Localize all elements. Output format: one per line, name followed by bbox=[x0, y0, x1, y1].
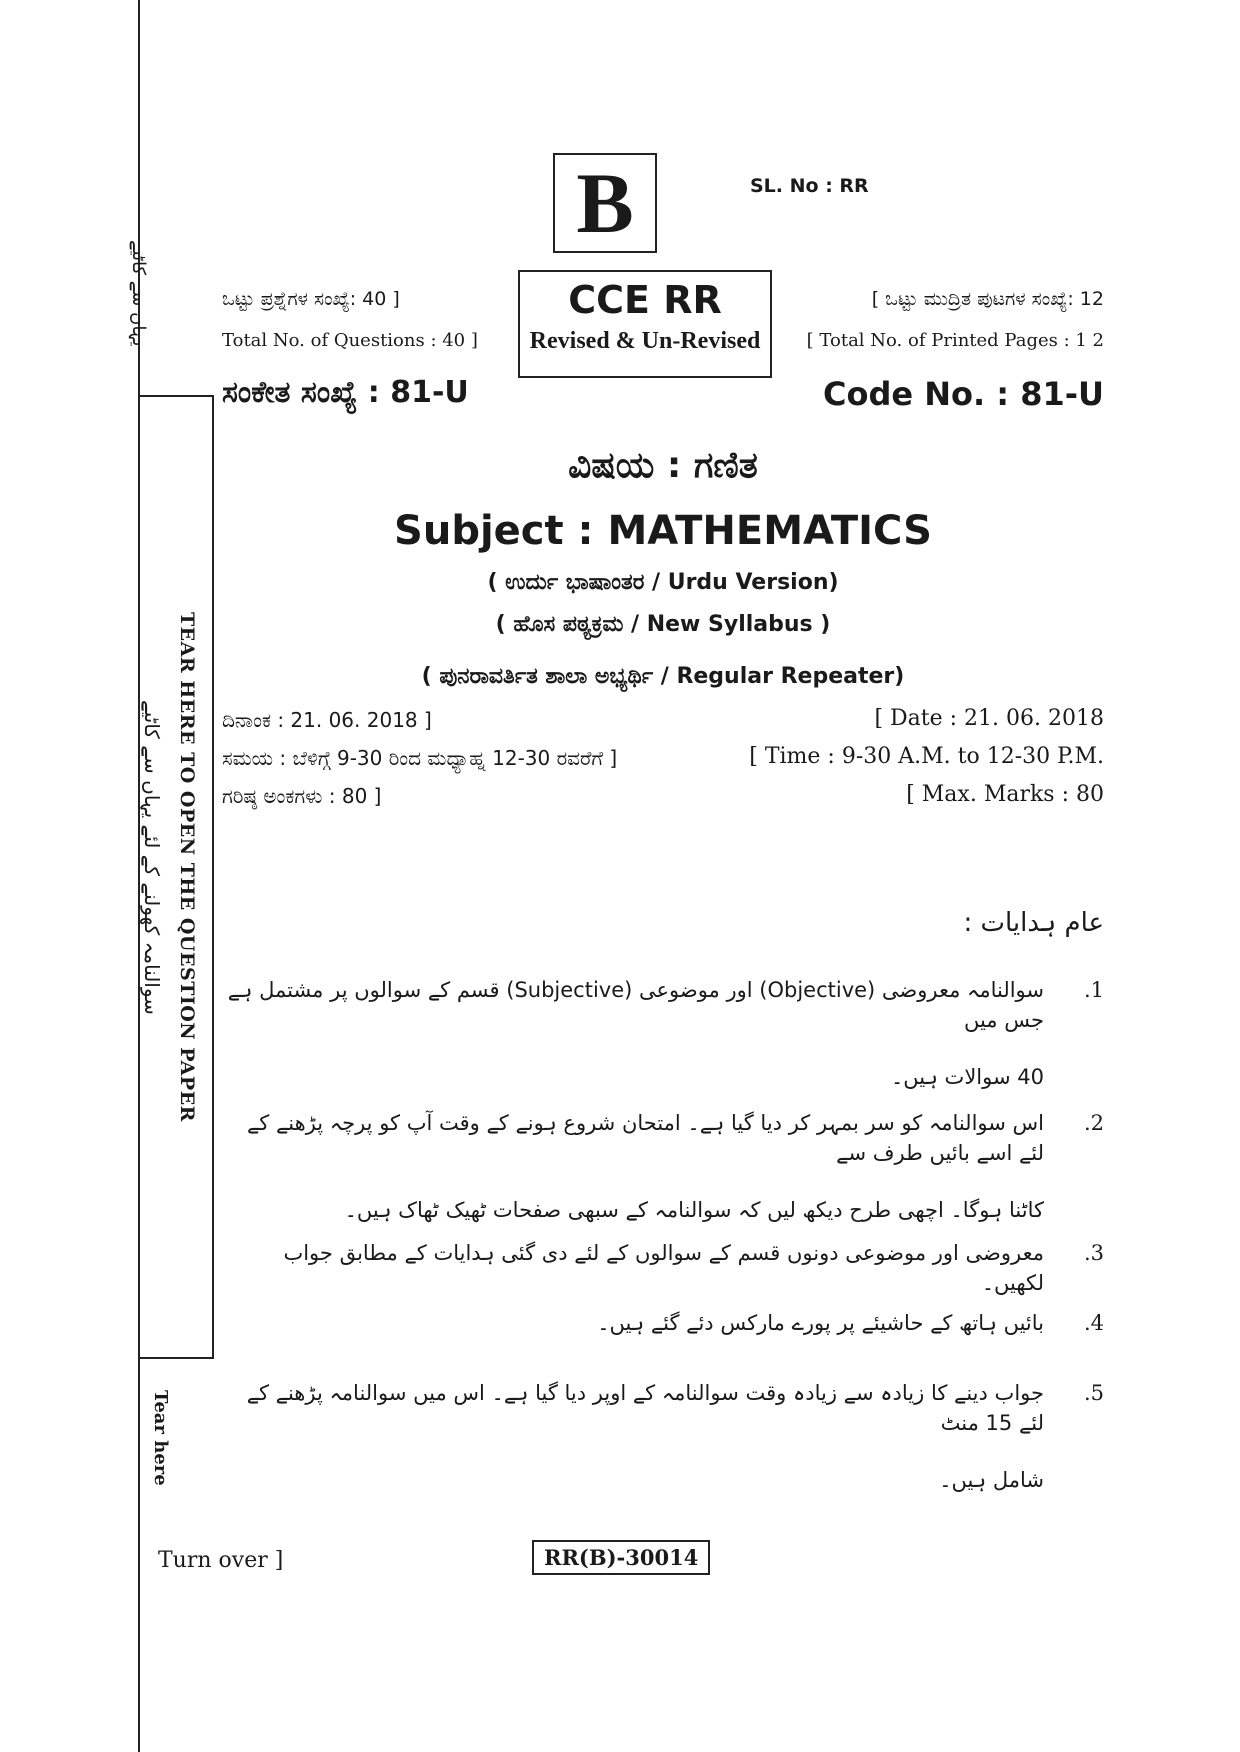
instruction-text-cont: 40 سوالات ہیں۔ bbox=[890, 1064, 1044, 1089]
instruction-text: بائیں ہاتھ کے حاشیئے پر پورے مارکس دئے گئے ہیں۔ bbox=[597, 1311, 1044, 1335]
instruction-item bbox=[222, 1308, 1104, 1338]
instruction-number: 1. bbox=[1083, 978, 1104, 1002]
cce-title: CCE RR bbox=[568, 278, 722, 322]
max-marks-kannada: ಗರಿಷ್ಠ ಅಂಕಗಳು : 80 ] bbox=[222, 784, 382, 808]
tear-here-label: Tear here bbox=[150, 1390, 171, 1486]
version-letter-box: B bbox=[553, 153, 657, 253]
total-pages-english: [ Total No. of Printed Pages : 1 2 bbox=[806, 330, 1104, 351]
general-instructions-heading: عام ہدایات : bbox=[963, 908, 1104, 938]
time-english: [ Time : 9-30 A.M. to 12-30 P.M. bbox=[749, 744, 1104, 769]
instruction-text: معروضی اور موضوعی دونوں قسم کے سوالوں کے لئے دی گئی ہدایات کے مطابق جواب لکھیں۔ bbox=[283, 1241, 1044, 1296]
subject-english: Subject : MATHEMATICS bbox=[394, 508, 932, 554]
tear-instruction-urdu: سوالنامہ کھولنے کے لئے یہاں سے کاٹیے bbox=[140, 700, 164, 1015]
instruction-text: اس سوالنامہ کو سر بمہر کر دیا گیا ہے۔ امتحان شروع ہونے کے وقت آپ کو پرچہ پڑھنے کے لئے اسے بائیں طرف سے bbox=[247, 1111, 1044, 1166]
instruction-text: سوالنامہ معروضی (Objective) اور موضوعی (Subjective) قسم کے سوالوں پر مشتمل ہے جس میں bbox=[227, 978, 1044, 1033]
tear-instruction-english: TEAR HERE TO OPEN THE QUESTION PAPER bbox=[176, 612, 198, 1122]
date-english: [ Date : 21. 06. 2018 bbox=[874, 706, 1104, 731]
instruction-item bbox=[222, 1238, 1104, 1299]
code-number-english: Code No. : 81-U bbox=[822, 375, 1104, 413]
instruction-item bbox=[222, 975, 1104, 1092]
cce-box bbox=[518, 270, 772, 378]
instruction-number: 2. bbox=[1083, 1111, 1104, 1135]
language-version: ( ಉರ್ದು ಭಾಷಾಂತರ / Urdu Version) bbox=[487, 570, 839, 595]
instruction-text: جواب دینے کا زیادہ سے زیادہ وقت سوالنامہ کے اوپر دیا گیا ہے۔ اس میں سوالنامہ پڑھنے کے لئے 15 منٹ bbox=[246, 1381, 1044, 1436]
total-questions-english: Total No. of Questions : 40 ] bbox=[222, 330, 478, 351]
paper-code-box: RR(B)-30014 bbox=[532, 1540, 710, 1575]
serial-number: SL. No : RR bbox=[750, 175, 869, 197]
instruction-number: 3. bbox=[1083, 1241, 1104, 1265]
subject-kannada: ವಿಷಯ : ಗಣಿತ bbox=[568, 445, 758, 486]
time-kannada: ಸಮಯ : ಬೆಳಿಗ್ಗೆ 9-30 ರಿಂದ ಮಧ್ಯಾಹ್ನ 12-30 ರವರೆಗೆ ] bbox=[222, 746, 618, 770]
candidate-type: ( ಪುನರಾವರ್ತಿತ ಶಾಲಾ ಅಭ್ಯರ್ಥಿ / Regular Repeater) bbox=[421, 664, 905, 689]
instruction-item bbox=[222, 1378, 1104, 1495]
turn-over-label: Turn over ] bbox=[158, 1548, 284, 1573]
instruction-number: 5. bbox=[1083, 1381, 1104, 1405]
side-urdu-cut-text: یہاں سے کاٹیے bbox=[128, 240, 149, 347]
cce-subtitle: Revised & Un-Revised bbox=[529, 328, 761, 354]
max-marks-english: [ Max. Marks : 80 bbox=[906, 782, 1104, 807]
total-questions-kannada: ಒಟ್ಟು ಪ್ರಶ್ನೆಗಳ ಸಂಖ್ಯೆ: 40 ] bbox=[222, 288, 400, 310]
instruction-number: 4. bbox=[1083, 1311, 1104, 1335]
instruction-text-cont: کاٹنا ہوگا۔ اچھی طرح دیکھ لیں کہ سوالنامہ کے سبھی صفحات ٹھیک ٹھاک ہیں۔ bbox=[344, 1197, 1044, 1222]
syllabus: ( ಹೊಸ ಪಠ್ಯಕ್ರಮ / New Syllabus ) bbox=[495, 612, 831, 637]
code-number-kannada: ಸಂಕೇತ ಸಂಖ್ಯೆ : 81-U bbox=[222, 375, 469, 410]
date-kannada: ದಿನಾಂಕ : 21. 06. 2018 ] bbox=[222, 708, 432, 732]
total-pages-kannada: [ ಒಟ್ಟು ಮುದ್ರಿತ ಪುಟಗಳ ಸಂಖ್ಯೆ: 12 bbox=[871, 288, 1104, 310]
instruction-text-cont: شامل ہیں۔ bbox=[939, 1467, 1044, 1492]
instruction-item bbox=[222, 1108, 1104, 1225]
